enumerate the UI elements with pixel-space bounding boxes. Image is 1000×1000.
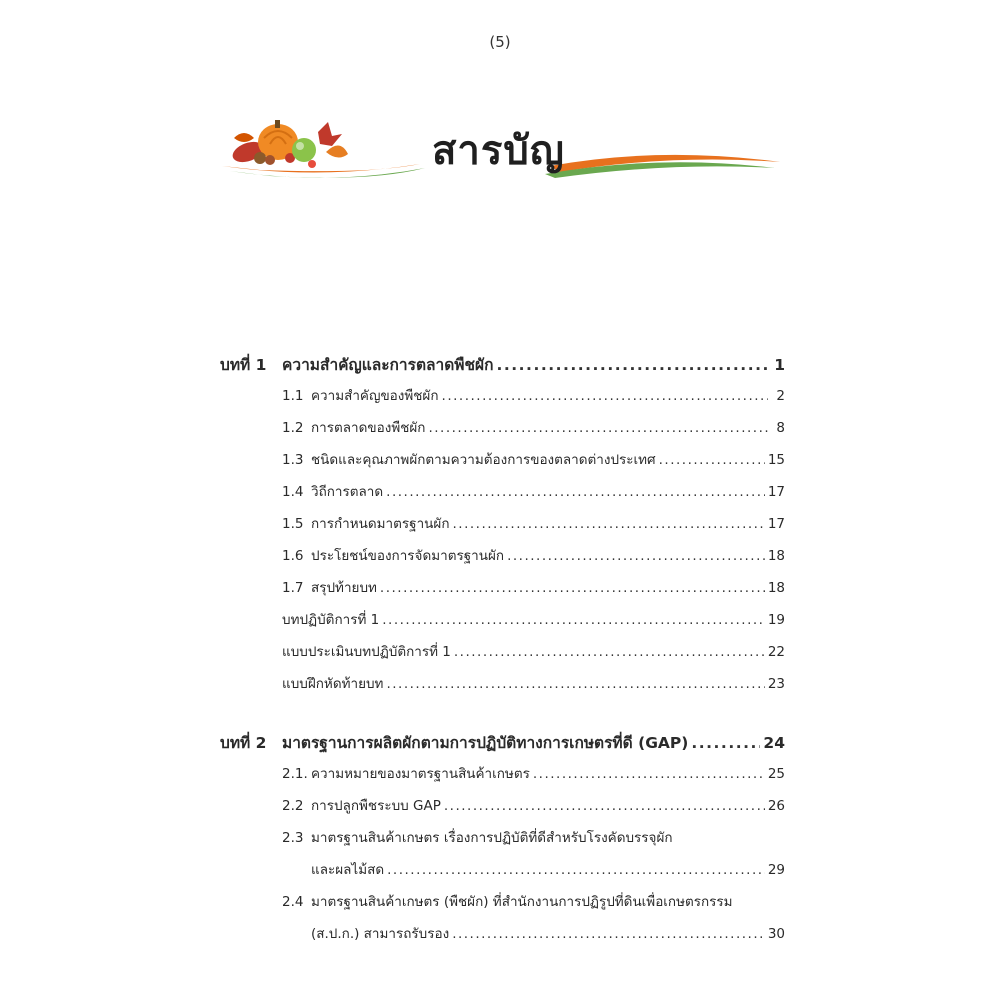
page-ref: 24 <box>763 734 785 752</box>
dot-leader <box>387 862 765 878</box>
entry-title: ประโยชน์ของการจัดมาตรฐานผัก <box>311 548 505 564</box>
left-swoosh-green <box>230 168 425 178</box>
toc-entry-1-3[interactable] <box>220 448 785 480</box>
entry-title-line2: (ส.ป.ก.) สามารถรับรอง <box>311 926 450 942</box>
entry-number: 1.1 <box>282 388 304 404</box>
chapter-2-row[interactable] <box>220 730 785 762</box>
toc-entry-1-6[interactable] <box>220 544 785 576</box>
page-ref: 22 <box>767 644 785 660</box>
page-ref: 8 <box>776 420 785 436</box>
entry-title: ชนิดและคุณภาพผักตามความต้องการของตลาดต่างประเทศ <box>311 452 656 468</box>
entry-number: 1.5 <box>282 516 304 532</box>
entry-title: แบบประเมินบทปฏิบัติการที่ 1 <box>282 644 451 660</box>
table-of-contents <box>220 352 785 954</box>
chapter-1-row[interactable] <box>220 352 785 384</box>
dot-leader <box>382 612 765 628</box>
page-ref: 17 <box>767 484 785 500</box>
page-ref: 18 <box>767 548 785 564</box>
toc-entry-1-7[interactable] <box>220 576 785 608</box>
page-number: (5) <box>489 33 511 51</box>
entry-number: 1.6 <box>282 548 304 564</box>
page-ref: 29 <box>767 862 785 878</box>
page-ref: 26 <box>767 798 785 814</box>
entry-title-line1: มาตรฐานสินค้าเกษตร (พืชผัก) ที่สำนักงานการปฏิรูปที่ดินเพื่อเกษตรกรรม <box>311 894 733 910</box>
chapter-spacer <box>220 704 785 730</box>
entry-number: 2.4 <box>282 894 304 910</box>
dot-leader <box>444 798 765 814</box>
page-ref: 25 <box>767 766 785 782</box>
entry-number: 2.1. <box>282 766 308 782</box>
entry-title: การกำหนดมาตรฐานผัก <box>311 516 450 532</box>
chapter-label: บทที่ 1 <box>220 356 267 374</box>
dot-leader <box>428 420 768 436</box>
entry-title: สรุปท้ายบท <box>311 580 377 596</box>
chapter-title: ความสำคัญและการตลาดพืชผัก <box>282 356 494 374</box>
entry-title: ความสำคัญของพืชผัก <box>311 388 439 404</box>
dot-leader <box>380 580 765 596</box>
entry-title: แบบฝึกหัดท้ายบท <box>282 676 384 692</box>
toc-entry-2-2[interactable] <box>220 794 785 826</box>
entry-title: ความหมายของมาตรฐานสินค้าเกษตร <box>311 766 530 782</box>
dot-leader <box>454 644 765 660</box>
entry-number: 1.4 <box>282 484 304 500</box>
entry-title-line2: และผลไม้สด <box>311 862 385 878</box>
entry-number: 1.3 <box>282 452 304 468</box>
entry-number: 1.2 <box>282 420 304 436</box>
toc-entry-lab-assessment-1[interactable] <box>220 640 785 672</box>
dot-leader <box>453 516 765 532</box>
dot-leader <box>507 548 765 564</box>
toc-entry-1-4[interactable] <box>220 480 785 512</box>
toc-entry-exercises-1[interactable] <box>220 672 785 704</box>
entry-number: 2.3 <box>282 830 304 846</box>
dot-leader <box>386 676 764 692</box>
dot-leader <box>497 356 769 374</box>
page-ref: 19 <box>767 612 785 628</box>
dot-leader <box>442 388 768 404</box>
toc-entry-1-2[interactable] <box>220 416 785 448</box>
page-ref: 30 <box>767 926 785 942</box>
dot-leader <box>659 452 765 468</box>
toc-entry-2-3[interactable] <box>220 826 785 890</box>
dot-leader <box>533 766 765 782</box>
toc-entry-1-5[interactable] <box>220 512 785 544</box>
page-ref: 1 <box>774 356 785 374</box>
dot-leader <box>386 484 765 500</box>
page-ref: 17 <box>767 516 785 532</box>
entry-number: 2.2 <box>282 798 304 814</box>
page-title: สารบัญ <box>432 128 565 174</box>
chapter-label: บทที่ 2 <box>220 734 267 752</box>
dot-leader <box>452 926 765 942</box>
entry-number: 1.7 <box>282 580 304 596</box>
page-ref: 2 <box>776 388 785 404</box>
entry-title: บทปฏิบัติการที่ 1 <box>282 612 380 628</box>
dot-leader <box>691 734 760 752</box>
entry-title: วิถีการตลาด <box>311 484 384 500</box>
toc-entry-1-1[interactable] <box>220 384 785 416</box>
toc-entry-2-4[interactable] <box>220 890 785 954</box>
page-ref: 15 <box>767 452 785 468</box>
entry-title: การปลูกพืชระบบ GAP <box>311 798 441 814</box>
entry-title: การตลาดของพืชผัก <box>311 420 426 436</box>
vegetables-illustration <box>230 120 348 168</box>
toc-entry-2-1[interactable] <box>220 762 785 794</box>
page-ref: 18 <box>767 580 785 596</box>
chapter-title: มาตรฐานการผลิตผักตามการปฏิบัติทางการเกษตรที่ดี (GAP) <box>282 734 689 752</box>
page-ref: 23 <box>767 676 785 692</box>
left-swoosh-orange <box>222 164 420 173</box>
toc-entry-lab-1[interactable] <box>220 608 785 640</box>
entry-title-line1: มาตรฐานสินค้าเกษตร เรื่องการปฏิบัติที่ดีสำหรับโรงคัดบรรจุผัก <box>311 830 673 846</box>
